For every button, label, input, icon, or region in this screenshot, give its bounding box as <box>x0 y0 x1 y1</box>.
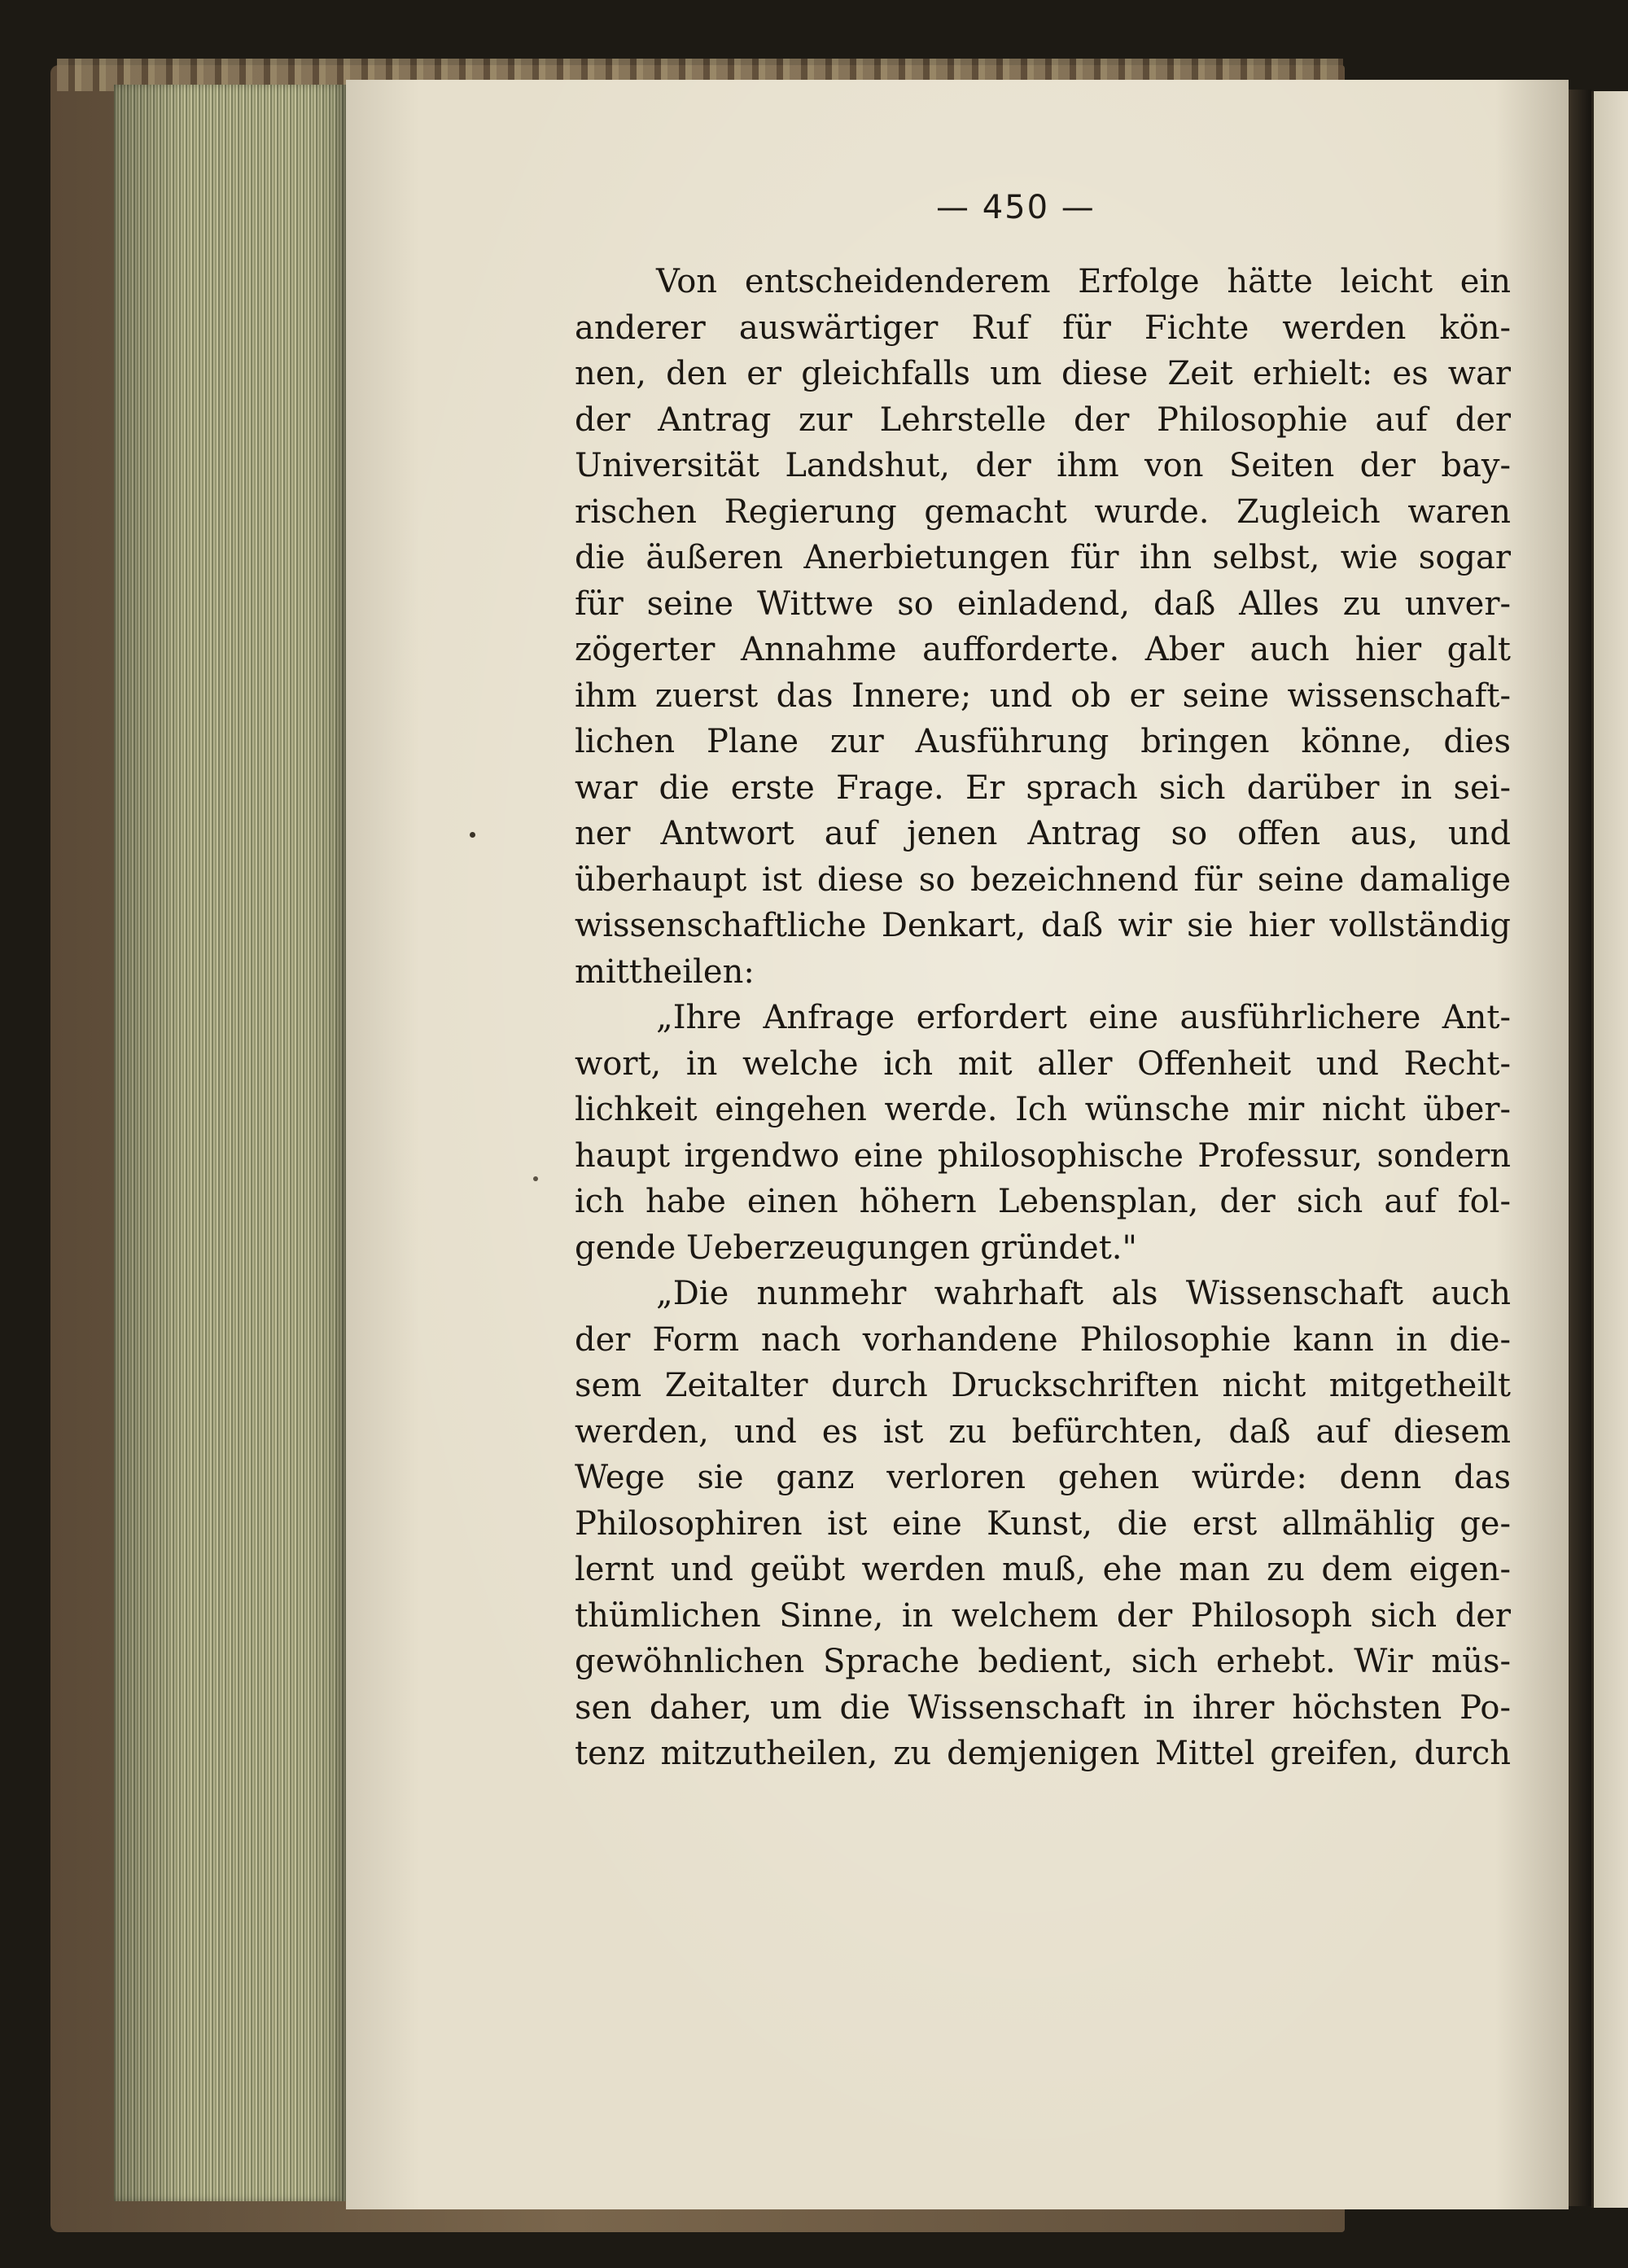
body-text <box>575 259 1511 1777</box>
text-line: mittheilen: <box>575 952 755 991</box>
text-line: lernt und geübt werden muß, ehe man zu dem eigen- <box>575 1551 1511 1588</box>
text-line: Wege sie ganz verloren gehen würde: denn das <box>575 1459 1511 1496</box>
text-line: nen, den er gleichfalls um diese Zeit erhielt: es war <box>575 355 1511 392</box>
text-line: ner Antwort auf jenen Antrag so offen aus, und <box>575 815 1511 852</box>
text-line: die äußeren Anerbietungen für ihn selbst, wie sogar <box>575 539 1511 576</box>
text-line: rischen Regierung gemacht wurde. Zugleich waren <box>575 493 1511 531</box>
text-line: anderer auswärtiger Ruf für Fichte werden kön- <box>575 309 1511 347</box>
text-line: wort, in welche ich mit aller Offenheit und Recht- <box>575 1044 1511 1083</box>
text-line: „Ihre Anfrage erfordert eine ausführlichere Ant- <box>656 999 1511 1036</box>
text-line: war die erste Frage. Er sprach sich darüber in sei- <box>575 768 1511 807</box>
text-line: Universität Landshut, der ihm von Seiten der bay- <box>575 447 1511 484</box>
page-number: — 450 — <box>936 189 1096 226</box>
text-line: ihm zuerst das Innere; und ob er seine wissenschaft- <box>575 676 1511 715</box>
text-line: haupt irgendwo eine philosophische Professur, sondern <box>575 1136 1511 1175</box>
text-line: werden, und es ist zu befürchten, daß auf diesem <box>575 1412 1511 1451</box>
text-line: lichkeit eingehen werde. Ich wünsche mir nicht über- <box>575 1091 1511 1128</box>
text-line: gewöhnlichen Sprache bedient, sich erhebt. Wir müs- <box>575 1643 1511 1680</box>
text-line: gende Ueberzeugungen gründet." <box>575 1228 1137 1267</box>
text-line: thümlichen Sinne, in welchem der Philosoph sich der <box>575 1596 1511 1635</box>
ink-dot <box>470 832 475 838</box>
text-line: Philosophiren ist eine Kunst, die erst allmählig ge- <box>575 1504 1511 1543</box>
text-line: ich habe einen höhern Lebensplan, der sich auf fol- <box>575 1183 1511 1220</box>
text-line: zögerter Annahme aufforderte. Aber auch hier galt <box>575 631 1511 668</box>
text-line: sen daher, um die Wissenschaft in ihrer höchsten Po- <box>575 1688 1511 1727</box>
text-line: der Form nach vorhandene Philosophie kann in die- <box>575 1320 1511 1359</box>
text-line: für seine Wittwe so einladend, daß Alles zu unver- <box>575 585 1511 623</box>
text-line: Von entscheidenderem Erfolge hätte leicht ein <box>656 263 1511 300</box>
book-gutter <box>1569 90 1591 2206</box>
facing-page-edge <box>1591 91 1628 2208</box>
text-line: sem Zeitalter durch Druckschriften nicht mitgetheilt <box>575 1367 1511 1404</box>
text-line: wissenschaftliche Denkart, daß wir sie hier vollständig <box>575 907 1511 944</box>
text-line: der Antrag zur Lehrstelle der Philosophie auf der <box>575 401 1511 439</box>
text-line: überhaupt ist diese so bezeichnend für seine damalige <box>575 860 1511 899</box>
text-line: tenz mitzutheilen, zu demjenigen Mittel greifen, durch <box>575 1735 1511 1772</box>
text-line: „Die nunmehr wahrhaft als Wissenschaft auch <box>656 1275 1511 1312</box>
text-line: lichen Plane zur Ausführung bringen könne, dies <box>575 723 1511 760</box>
ink-dot <box>533 1176 538 1181</box>
page-edges-shade <box>114 85 346 2201</box>
